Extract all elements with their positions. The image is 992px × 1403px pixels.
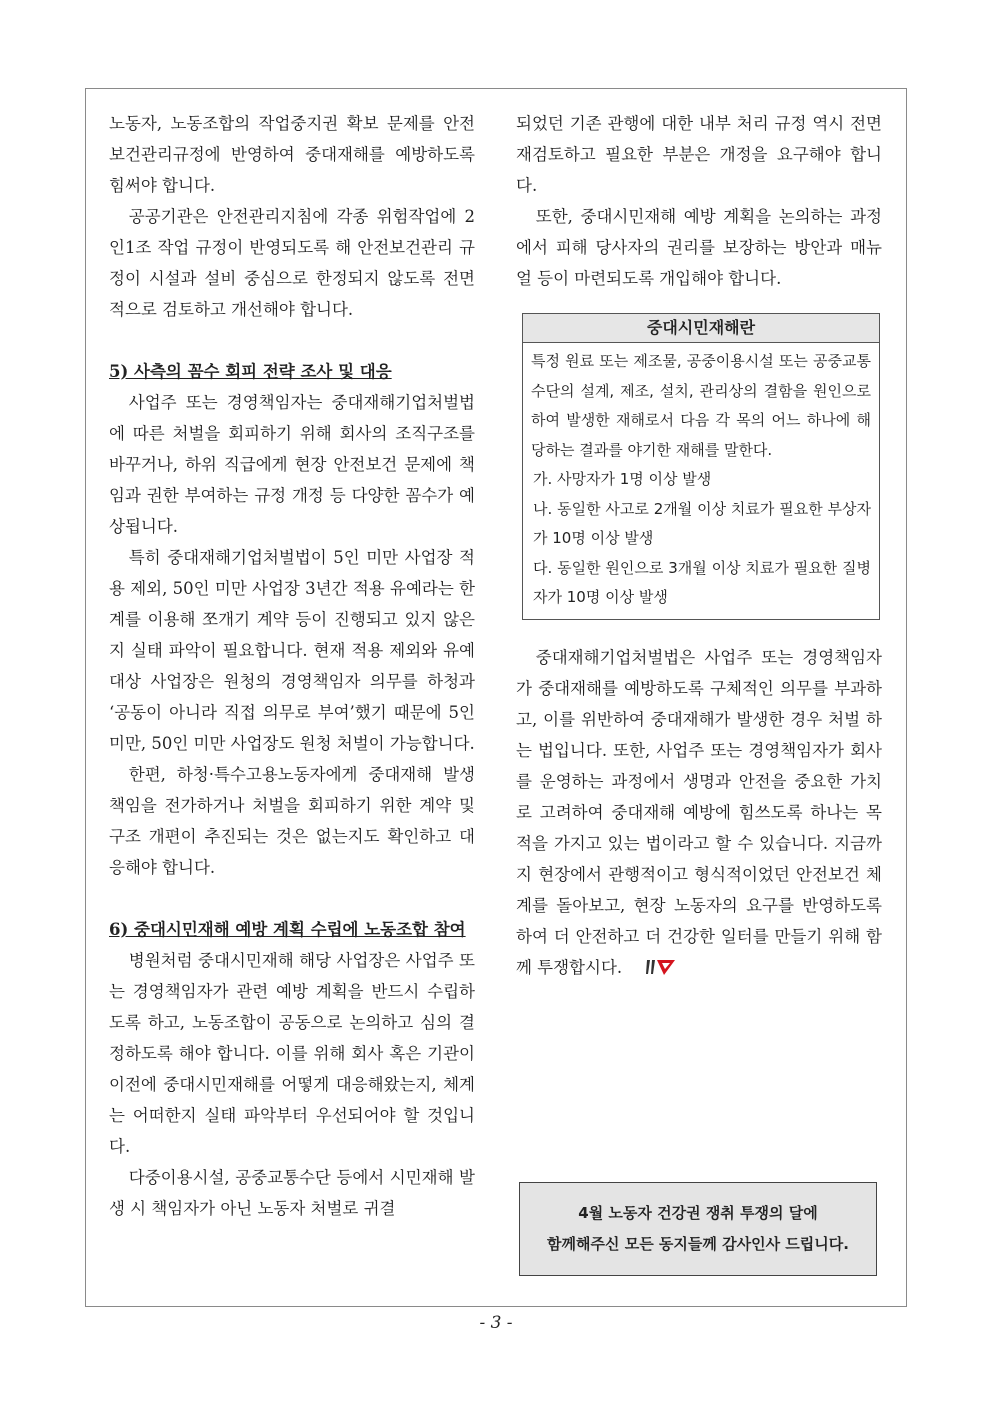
definition-box-body: [523, 343, 879, 619]
page-number: - 3 -: [479, 1313, 513, 1333]
paragraph: 병원처럼 중대시민재해 해당 사업장은 사업주 또는 경영책임자가 관련 예방 계획을 반드시 수립하도록 하고, 노동조합이 공동으로 논의하고 심의 결정하도록 해야 합니다. 이를 위해 회사 혹은 기관이 이전에 중대시민재해를 어떻게 대응해왔는지, 체계는 어떠한지 실태 파악부터 우선되어야 할 것입니다.: [109, 951, 475, 1156]
paragraph: 공공기관은 안전관리지침에 각종 위험작업에 2인1조 작업 규정이 반영되도록 해 안전보건관리 규정이 시설과 설비 중심으로 한정되지 않도록 전면적으로 검토하고 개선해야 합니다.: [109, 207, 475, 319]
definition-text: 특정 원료 또는 제조물, 공중이용시설 또는 공중교통 수단의 설계, 제조, 설치, 관리상의 결함을 원인으로 하여 발생한 재해로서 다음 각 목의 어느 하나에 해당하는 결과를 야기한 재해를 말한다.: [531, 352, 871, 459]
paragraph: 되었던 기존 관행에 대한 내부 처리 규정 역시 전면 재검토하고 필요한 부분은 개정을 요구해야 합니다.: [516, 114, 882, 195]
paragraph-text: 중대재해기업처벌법은 사업주 또는 경영책임자가 중대재해를 예방하도록 구체적인 의무를 부과하고, 이를 위반하여 중대재해가 발생한 경우 처벌 하는 법입니다. 또한, 사업주 또는 경영책임자가 회사를 운영하는 과정에서 생명과 안전을 중요한 가치로 고려하여 중대재해 예방에 힘쓰도록 하나는 목적을 가지고 있는 법이라고 할 수 있습니다. 지금까지 현장에서 관행적이고 형식적이었던 안전보건 체계를 돌아보고, 현장 노동자의 요구를 반영하도록 하여 더 안전하고 더 건강한 일터를 만들기 위해 함께 투쟁합시다.: [516, 647, 882, 977]
definition-box: [522, 313, 880, 620]
right-column: [516, 108, 882, 986]
thanks-line: 4월 노동자 건강권 쟁취 투쟁의 달에: [578, 1204, 818, 1222]
definition-item: 나. 동일한 사고로 2개월 이상 치료가 필요한 부상자가 10명 이상 발생: [533, 499, 871, 547]
definition-item: 다. 동일한 원인으로 3개월 이상 치료가 필요한 질병자가 10명 이상 발생: [533, 558, 871, 606]
left-column: [109, 108, 475, 1224]
paragraph: 또한, 중대시민재해 예방 계획을 논의하는 과정에서 피해 당사자의 권리를 보장하는 방안과 매뉴얼 등이 마련되도록 개입해야 합니다.: [516, 207, 882, 288]
section-heading-6: 6) 중대시민재해 예방 계획 수립에 노동조합 참여: [109, 920, 466, 939]
union-logo-icon: [626, 955, 676, 986]
thanks-line: 함께해주신 모든 동지들께 감사인사 드립니다.: [547, 1235, 849, 1253]
section-heading-5: 5) 사측의 꼼수 회피 전략 조사 및 대응: [109, 362, 392, 381]
paragraph: 노동자, 노동조합의 작업중지권 확보 문제를 안전보건관리규정에 반영하여 중대재해를 예방하도록 힘써야 합니다.: [109, 114, 475, 195]
definition-item: 가. 사망자가 1명 이상 발생: [533, 470, 712, 488]
definition-box-title: 중대시민재해란: [523, 314, 879, 343]
thanks-box: [519, 1182, 877, 1276]
paragraph: 특히 중대재해기업처벌법이 5인 미만 사업장 적용 제외, 50인 미만 사업장 3년간 적용 유예라는 한계를 이용해 쪼개기 계약 등이 진행되고 있지 않은지 실태 파악이 필요합니다. 현재 적용 제외와 유예 대상 사업장은 원청의 경영책임자 의무를 하청과 ‘공동이 아니라 직접 의무로 부여’했기 때문에 5인 미만, 50인 미만 사업장도 원청 처벌이 가능합니다.: [109, 548, 475, 753]
paragraph: 한편, 하청·특수고용노동자에게 중대재해 발생 책임을 전가하거나 처벌을 회피하기 위한 계약 및 구조 개편이 추진되는 것은 없는지도 확인하고 대응해야 합니다.: [109, 765, 475, 877]
paragraph: 다중이용시설, 공중교통수단 등에서 시민재해 발생 시 책임자가 아닌 노동자 처벌로 귀결: [109, 1168, 475, 1218]
paragraph: 사업주 또는 경영책임자는 중대재해기업처벌법에 따른 처벌을 회피하기 위해 회사의 조직구조를 바꾸거나, 하위 직급에게 현장 안전보건 문제에 책임과 권한 부여하는 규정 개정 등 다양한 꼼수가 예상됩니다.: [109, 393, 475, 536]
paragraph: [516, 642, 882, 986]
